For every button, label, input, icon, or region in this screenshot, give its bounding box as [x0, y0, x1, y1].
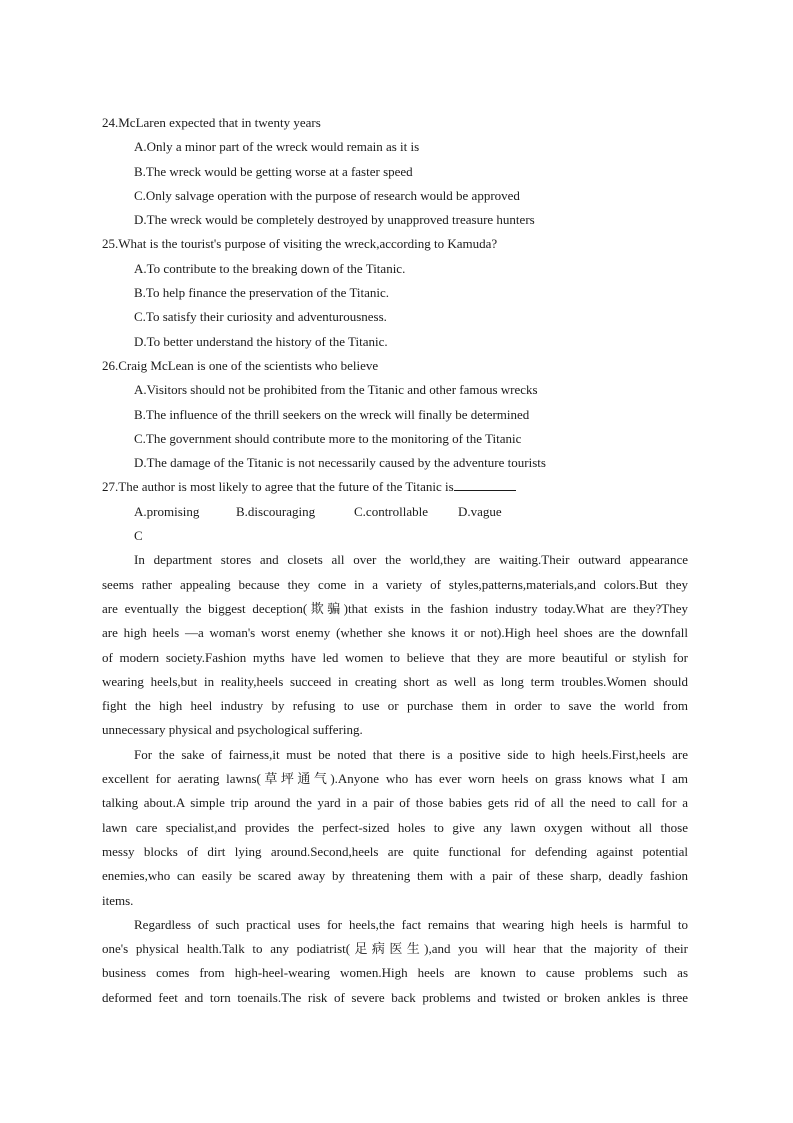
question-27-option-c: C.controllable	[354, 503, 429, 519]
page-content	[102, 111, 688, 1010]
paragraph-line: are eventually the biggest deception(欺骗)that exists in the fashion industry today.What are they?They	[102, 600, 688, 616]
question-27-stem	[102, 475, 688, 499]
paragraph-line: wearing heels,but in reality,heels succeed in creating short as well as long term troubles.Women should	[102, 673, 688, 689]
question-24-option-c: C.Only salvage operation with the purpose of research would be approved	[134, 187, 520, 203]
question-24-option-d: D.The wreck would be completely destroyed by unapproved treasure hunters	[134, 212, 535, 228]
paragraph-line: Regardless of such practical uses for heels,the fact remains that wearing high heels is harmful to	[134, 916, 688, 932]
question-26-option-b: B.The influence of the thrill seekers on the wreck will finally be determined	[134, 406, 530, 422]
paragraph-line: fight the high heel industry by refusing to use or purchase them in order to save the world from	[102, 698, 688, 714]
paragraph-line: seems rather appealing because they come in a variety of styles,patterns,materials,and colors.But they	[102, 576, 688, 592]
paragraph-line: of modern society.Fashion myths have led women to believe that they are more beautiful or stylish for	[102, 649, 688, 665]
question-26-option-a: A.Visitors should not be prohibited from the Titanic and other famous wrecks	[134, 382, 538, 398]
paragraph-line: For the sake of fairness,it must be noted that there is a positive side to high heels.First,heels are	[134, 746, 688, 762]
question-27-option-d: D.vague	[458, 503, 502, 519]
paragraph-line: enemies,who can easily be scared away by threatening them with a pair of these sharp, deadly fashion	[102, 868, 688, 884]
paragraph-line: lawn care specialist,and provides the perfect-sized holes to give any lawn oxygen without all those	[102, 819, 688, 835]
passage-paragraph-3	[102, 913, 688, 1010]
passage-paragraph-2	[102, 743, 688, 913]
paragraph-line: unnecessary physical and psychological suffering.	[102, 722, 363, 738]
question-26-option-c: C.The government should contribute more to the monitoring of the Titanic	[134, 430, 522, 446]
question-25-option-b: B.To help finance the preservation of the Titanic.	[134, 285, 390, 301]
paragraph-line: In department stores and closets all over the world,they are waiting.Their outward appearance	[134, 552, 688, 568]
question-26-option-d: D.The damage of the Titanic is not necessarily caused by the adventure tourists	[134, 455, 546, 471]
paragraph-line: items.	[102, 892, 134, 908]
paragraph-line: messy blocks of dirt lying around.Second,heels are quite functional for defending against potential	[102, 843, 688, 859]
question-27-option-b: B.discouraging	[236, 503, 316, 519]
question-27-stem-text: 27.The author is most likely to agree that the future of the Titanic is	[102, 479, 454, 495]
question-27-options	[102, 500, 688, 524]
paragraph-line: one's physical health.Talk to any podiatrist(足病医生),and you will hear that the majority of their	[102, 941, 688, 957]
question-27-option-a: A.promising	[134, 503, 200, 519]
answer-blank	[454, 476, 516, 491]
passage-paragraph-1	[102, 548, 688, 742]
question-26-stem: 26.Craig McLean is one of the scientists who believe	[102, 357, 379, 373]
paragraph-line: excellent for aerating lawns(草坪通气).Anyone who has ever worn heels on grass knows what I am	[102, 771, 688, 787]
question-25-option-d: D.To better understand the history of the Titanic.	[134, 333, 388, 349]
question-24-stem: 24.McLaren expected that in twenty years	[102, 115, 321, 130]
paragraph-line: business comes from high-heel-wearing women.High heels are known to cause problems such as	[102, 965, 688, 981]
paragraph-line: deformed feet and torn toenails.The risk of severe back problems and twisted or broken ankles is three	[102, 989, 688, 1005]
paragraph-line: are high heels —a woman's worst enemy (whether she knows it or not).High heel shoes are the downfall	[102, 625, 688, 641]
paragraph-line: talking about.A simple trip around the yard in a pair of those babies gets rid of all the need to call for a	[102, 795, 688, 811]
question-25-stem: 25.What is the tourist's purpose of visiting the wreck,according to Kamuda?	[102, 236, 498, 252]
question-25-option-a: A.To contribute to the breaking down of the Titanic.	[134, 260, 406, 276]
section-label: C	[134, 528, 143, 544]
question-24-option-b: B.The wreck would be getting worse at a faster speed	[134, 163, 413, 179]
question-25-option-c: C.To satisfy their curiosity and adventurousness.	[134, 309, 387, 325]
question-24-option-a: A.Only a minor part of the wreck would remain as it is	[134, 139, 420, 155]
